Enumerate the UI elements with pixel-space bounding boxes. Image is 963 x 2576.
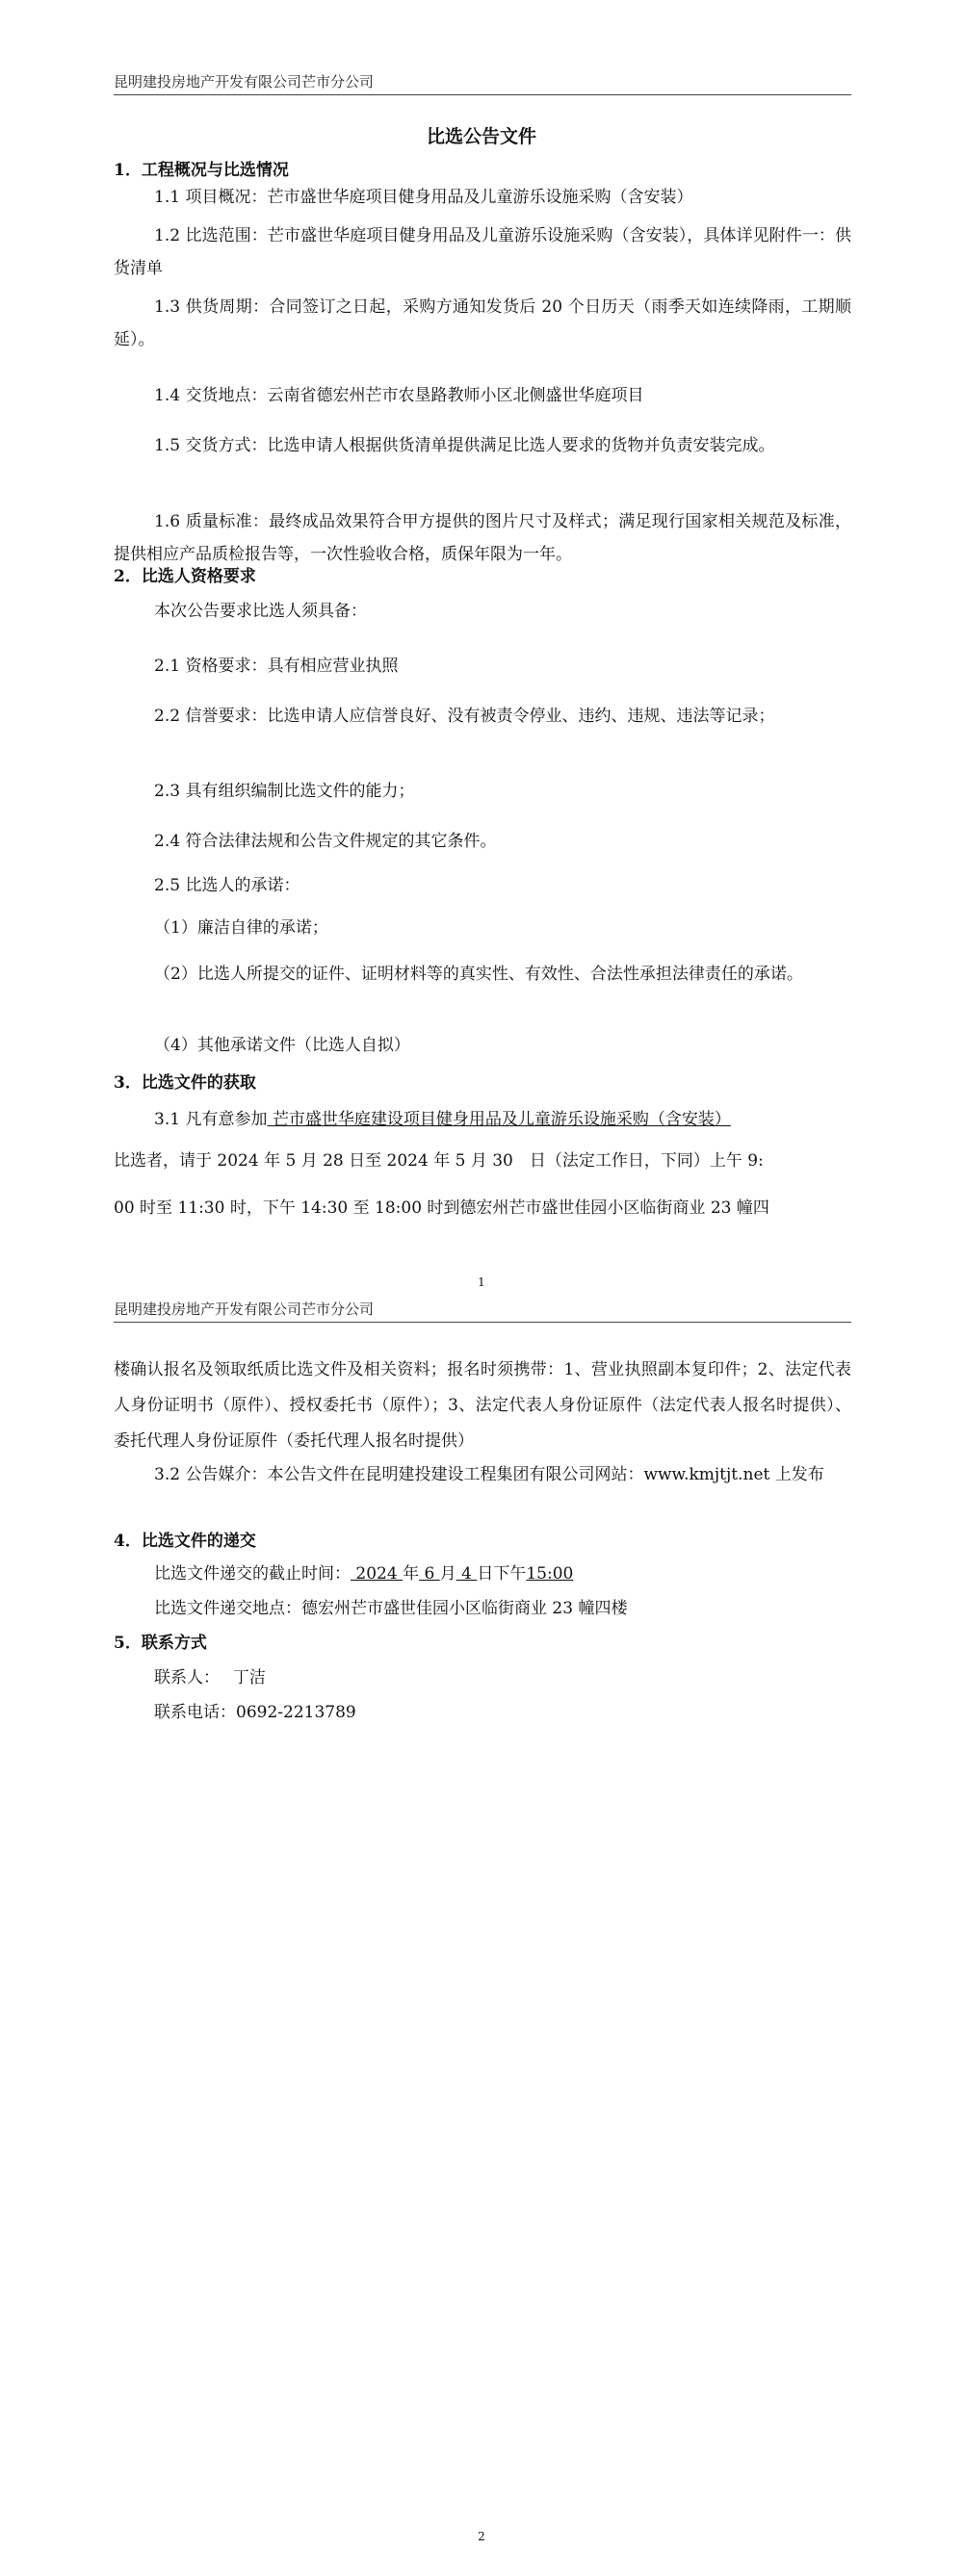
text-line	[154, 1105, 731, 1129]
paragraph: 2.5 比选人的承诺：	[154, 876, 300, 895]
deadline-year: 2024	[351, 1564, 403, 1584]
section-heading: 3．比选文件的获取	[114, 1073, 256, 1093]
paragraph: 2.4 符合法律法规和公告文件规定的其它条件。	[154, 832, 497, 851]
page-number: 2	[478, 2530, 485, 2543]
paragraph: （1）廉洁自律的承诺；	[154, 918, 328, 938]
paragraph: 1.4 交货地点：云南省德宏州芒市农垦路教师小区北侧盛世华庭项目	[154, 386, 644, 405]
paragraph: 本次公告要求比选人须具备：	[154, 602, 367, 621]
page-header-divider	[114, 94, 851, 95]
paragraph: （4）其他承诺文件（比选人自拟）	[154, 1036, 410, 1055]
document-title: 比选公告文件	[426, 126, 536, 147]
text-line: 比选者，请于 2024 年 5 月 28 日至 2024 年 5 月 30 日（法定工作日，下同）上午 9:	[114, 1151, 764, 1171]
paragraph: 1.5 交货方式：比选申请人根据供货清单提供满足比选人要求的货物并负责安装完成。	[154, 436, 775, 455]
text-fragment: 年	[403, 1564, 420, 1584]
section-heading: 4．比选文件的递交	[114, 1532, 256, 1551]
paragraph: 1.6 质量标准：最终成品效果符合甲方提供的图片尺寸及样式；满足现行国家相关规范及标准，提供相应产品质检报告等，一次性验收合格，质保年限为一年。	[114, 512, 851, 564]
paragraph: （2）比选人所提交的证件、证明材料等的真实性、有效性、合法性承担法律责任的承诺。	[154, 965, 803, 984]
deadline-time: 15:00	[526, 1564, 574, 1584]
page-header: 昆明建投房地产开发有限公司芒市分公司	[114, 73, 375, 90]
page-number: 1	[478, 1275, 485, 1289]
section-heading: 2．比选人资格要求	[114, 567, 256, 586]
paragraph: 1.1 项目概况：芒市盛世华庭项目健身用品及儿童游乐设施采购（含安装）	[154, 188, 693, 207]
paragraph: 2.3 具有组织编制比选文件的能力；	[154, 782, 415, 801]
contact-phone: 联系电话：0692-2213789	[154, 1703, 356, 1722]
page-header-divider	[114, 1322, 851, 1323]
deadline-month: 6	[419, 1564, 440, 1584]
project-name-underlined: 芒市盛世华庭建设项目健身用品及儿童游乐设施采购（含安装）	[267, 1110, 731, 1129]
text-line: 00 时至 11:30 时，下午 14:30 至 18:00 时到德宏州芒市盛世佳园小区临街商业 23 幢四	[114, 1198, 769, 1218]
paragraph: 2.1 资格要求：具有相应营业执照	[154, 657, 399, 676]
paragraph: 3.2 公告媒介：本公告文件在昆明建投建设工程集团有限公司网站：www.kmjtjt.net 上发布	[154, 1465, 824, 1484]
section-heading: 1．工程概况与比选情况	[114, 161, 289, 180]
deadline-day: 4	[455, 1564, 478, 1584]
paragraph: 1.2 比选范围：芒市盛世华庭项目健身用品及儿童游乐设施采购（含安装），具体详见附件一：供货清单	[114, 226, 851, 278]
text-fragment: 3.1 凡有意参加	[154, 1110, 268, 1129]
text-line: 比选文件递交地点：德宏州芒市盛世佳园小区临街商业 23 幢四楼	[154, 1599, 628, 1618]
text-fragment: 日下午	[477, 1564, 527, 1584]
contact-person: 联系人： 丁洁	[154, 1668, 266, 1687]
paragraph: 楼确认报名及领取纸质比选文件及相关资料；报名时须携带：1、营业执照副本复印件；2、法定代表人身份证明书（原件）、授权委托书（原件）；3、法定代表人身份证原件（法定代表人报名时提供）、委托代理人身份证原件（委托代理人报名时提供）	[114, 1360, 851, 1451]
section-heading: 5．联系方式	[114, 1634, 207, 1653]
paragraph: 2.2 信誉要求：比选申请人应信誉良好、没有被责令停业、违约、违规、违法等记录；	[154, 707, 775, 726]
text-fragment: 月	[439, 1564, 456, 1584]
paragraph: 1.3 供货周期：合同签订之日起，采购方通知发货后 20 个日历天（雨季天如连续降雨，工期顺延）。	[114, 297, 851, 349]
text-line	[154, 1559, 573, 1584]
page-header: 昆明建投房地产开发有限公司芒市分公司	[114, 1301, 375, 1318]
text-fragment: 比选文件递交的截止时间：	[154, 1564, 351, 1584]
